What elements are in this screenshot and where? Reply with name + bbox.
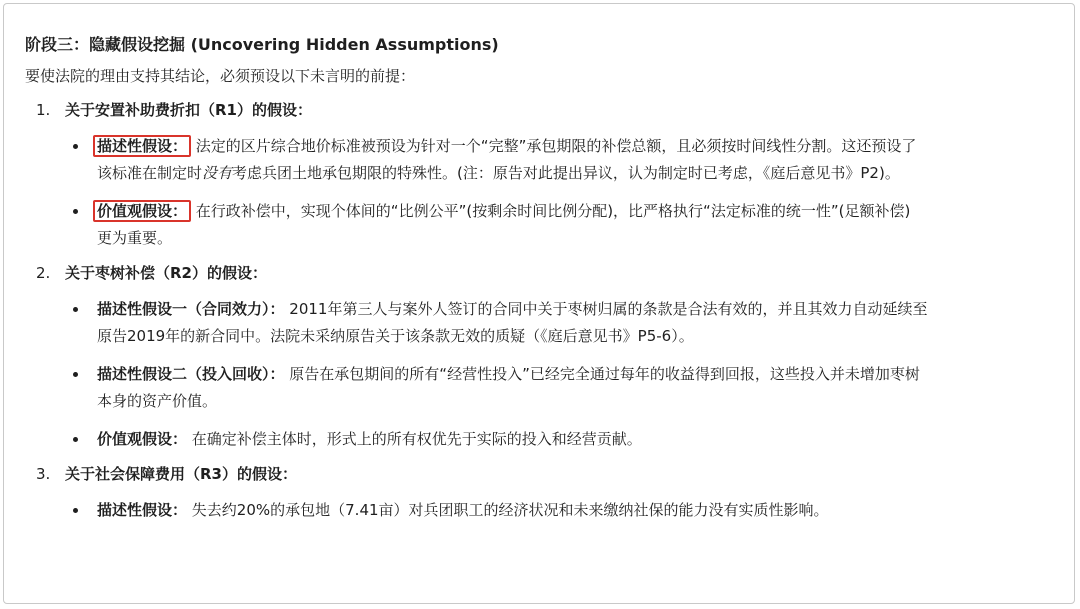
assumption-label-highlighted: 价值观假设： xyxy=(93,200,191,222)
assumption-text: 考虑兵团土地承包期限的特殊性。(注：原告对此提出异议，认为制定时已考虑，《庭后意见书》P2)。 xyxy=(232,164,900,182)
assumption-list xyxy=(25,497,1065,524)
assumption-label: 描述性假设一（合同效力）： xyxy=(97,300,285,318)
assumption-label: 价值观假设： xyxy=(97,430,188,448)
assumption-text: 本身的资产价值。 xyxy=(97,392,218,410)
stage-heading: 阶段三：隐藏假设挖掘 (Uncovering Hidden Assumptions) xyxy=(25,35,499,54)
list-item xyxy=(25,296,1057,350)
assumption-text: 2011年第三人与案外人签订的合同中关于枣树归属的条款是合法有效的，并且其效力自动延续至 xyxy=(289,300,928,318)
list-item xyxy=(25,361,1057,415)
assumption-text: 在确定补偿主体时，形式上的所有权优先于实际的投入和经营贡献。 xyxy=(191,430,642,448)
assumption-text: 在行政补偿中，实现个体间的“比例公平”(按剩余时间比例分配)，比严格执行“法定标准的统一性”(足额补偿) xyxy=(195,202,911,220)
section-number: 3. xyxy=(36,465,51,483)
section-number: 1. xyxy=(36,101,51,119)
section-title: 关于社会保障费用（R3）的假设： xyxy=(65,465,297,483)
section-heading xyxy=(25,462,1065,486)
section-1 xyxy=(25,98,1065,252)
assumption-text: 该标准在制定时 xyxy=(97,164,203,182)
section-heading xyxy=(25,261,1065,285)
section-number: 2. xyxy=(36,264,51,282)
section-2 xyxy=(25,261,1065,453)
assumption-label: 描述性假设二（投入回收）： xyxy=(97,365,285,383)
section-3 xyxy=(25,462,1065,524)
list-item xyxy=(25,198,1057,252)
list-item xyxy=(25,133,1057,187)
assumption-text: 法定的区片综合地价标准被预设为针对一个“完整”承包期限的补偿总额，且必须按时间线性分割。这还预设了 xyxy=(195,137,917,155)
assumption-text: 原告在承包期间的所有“经营性投入”已经完全通过每年的收益得到回报，这些投入并未增加枣树 xyxy=(289,365,920,383)
assumption-text: 更为重要。 xyxy=(97,229,173,247)
assumption-text: 失去约20%的承包地（7.41亩）对兵团职工的经济状况和未来缴纳社保的能力没有实质性影响。 xyxy=(191,501,829,519)
section-heading xyxy=(25,98,1065,122)
list-item xyxy=(25,497,1057,524)
document-content xyxy=(25,33,1065,524)
intro-text: 要使法院的理由支持其结论，必须预设以下未言明的前提： xyxy=(25,67,416,85)
assumption-label-highlighted: 描述性假设： xyxy=(93,135,191,157)
assumption-list xyxy=(25,296,1065,453)
list-item xyxy=(25,426,1057,453)
assumption-list xyxy=(25,133,1065,252)
section-title: 关于安置补助费折扣（R1）的假设： xyxy=(65,101,312,119)
assumption-text: 原告2019年的新合同中。法院未采纳原告关于该条款无效的质疑（《庭后意见书》P5-6）。 xyxy=(97,327,694,345)
assumption-label: 描述性假设： xyxy=(97,501,188,519)
emphasis-text: 没有 xyxy=(202,164,233,182)
section-title: 关于枣树补偿（R2）的假设： xyxy=(65,264,267,282)
